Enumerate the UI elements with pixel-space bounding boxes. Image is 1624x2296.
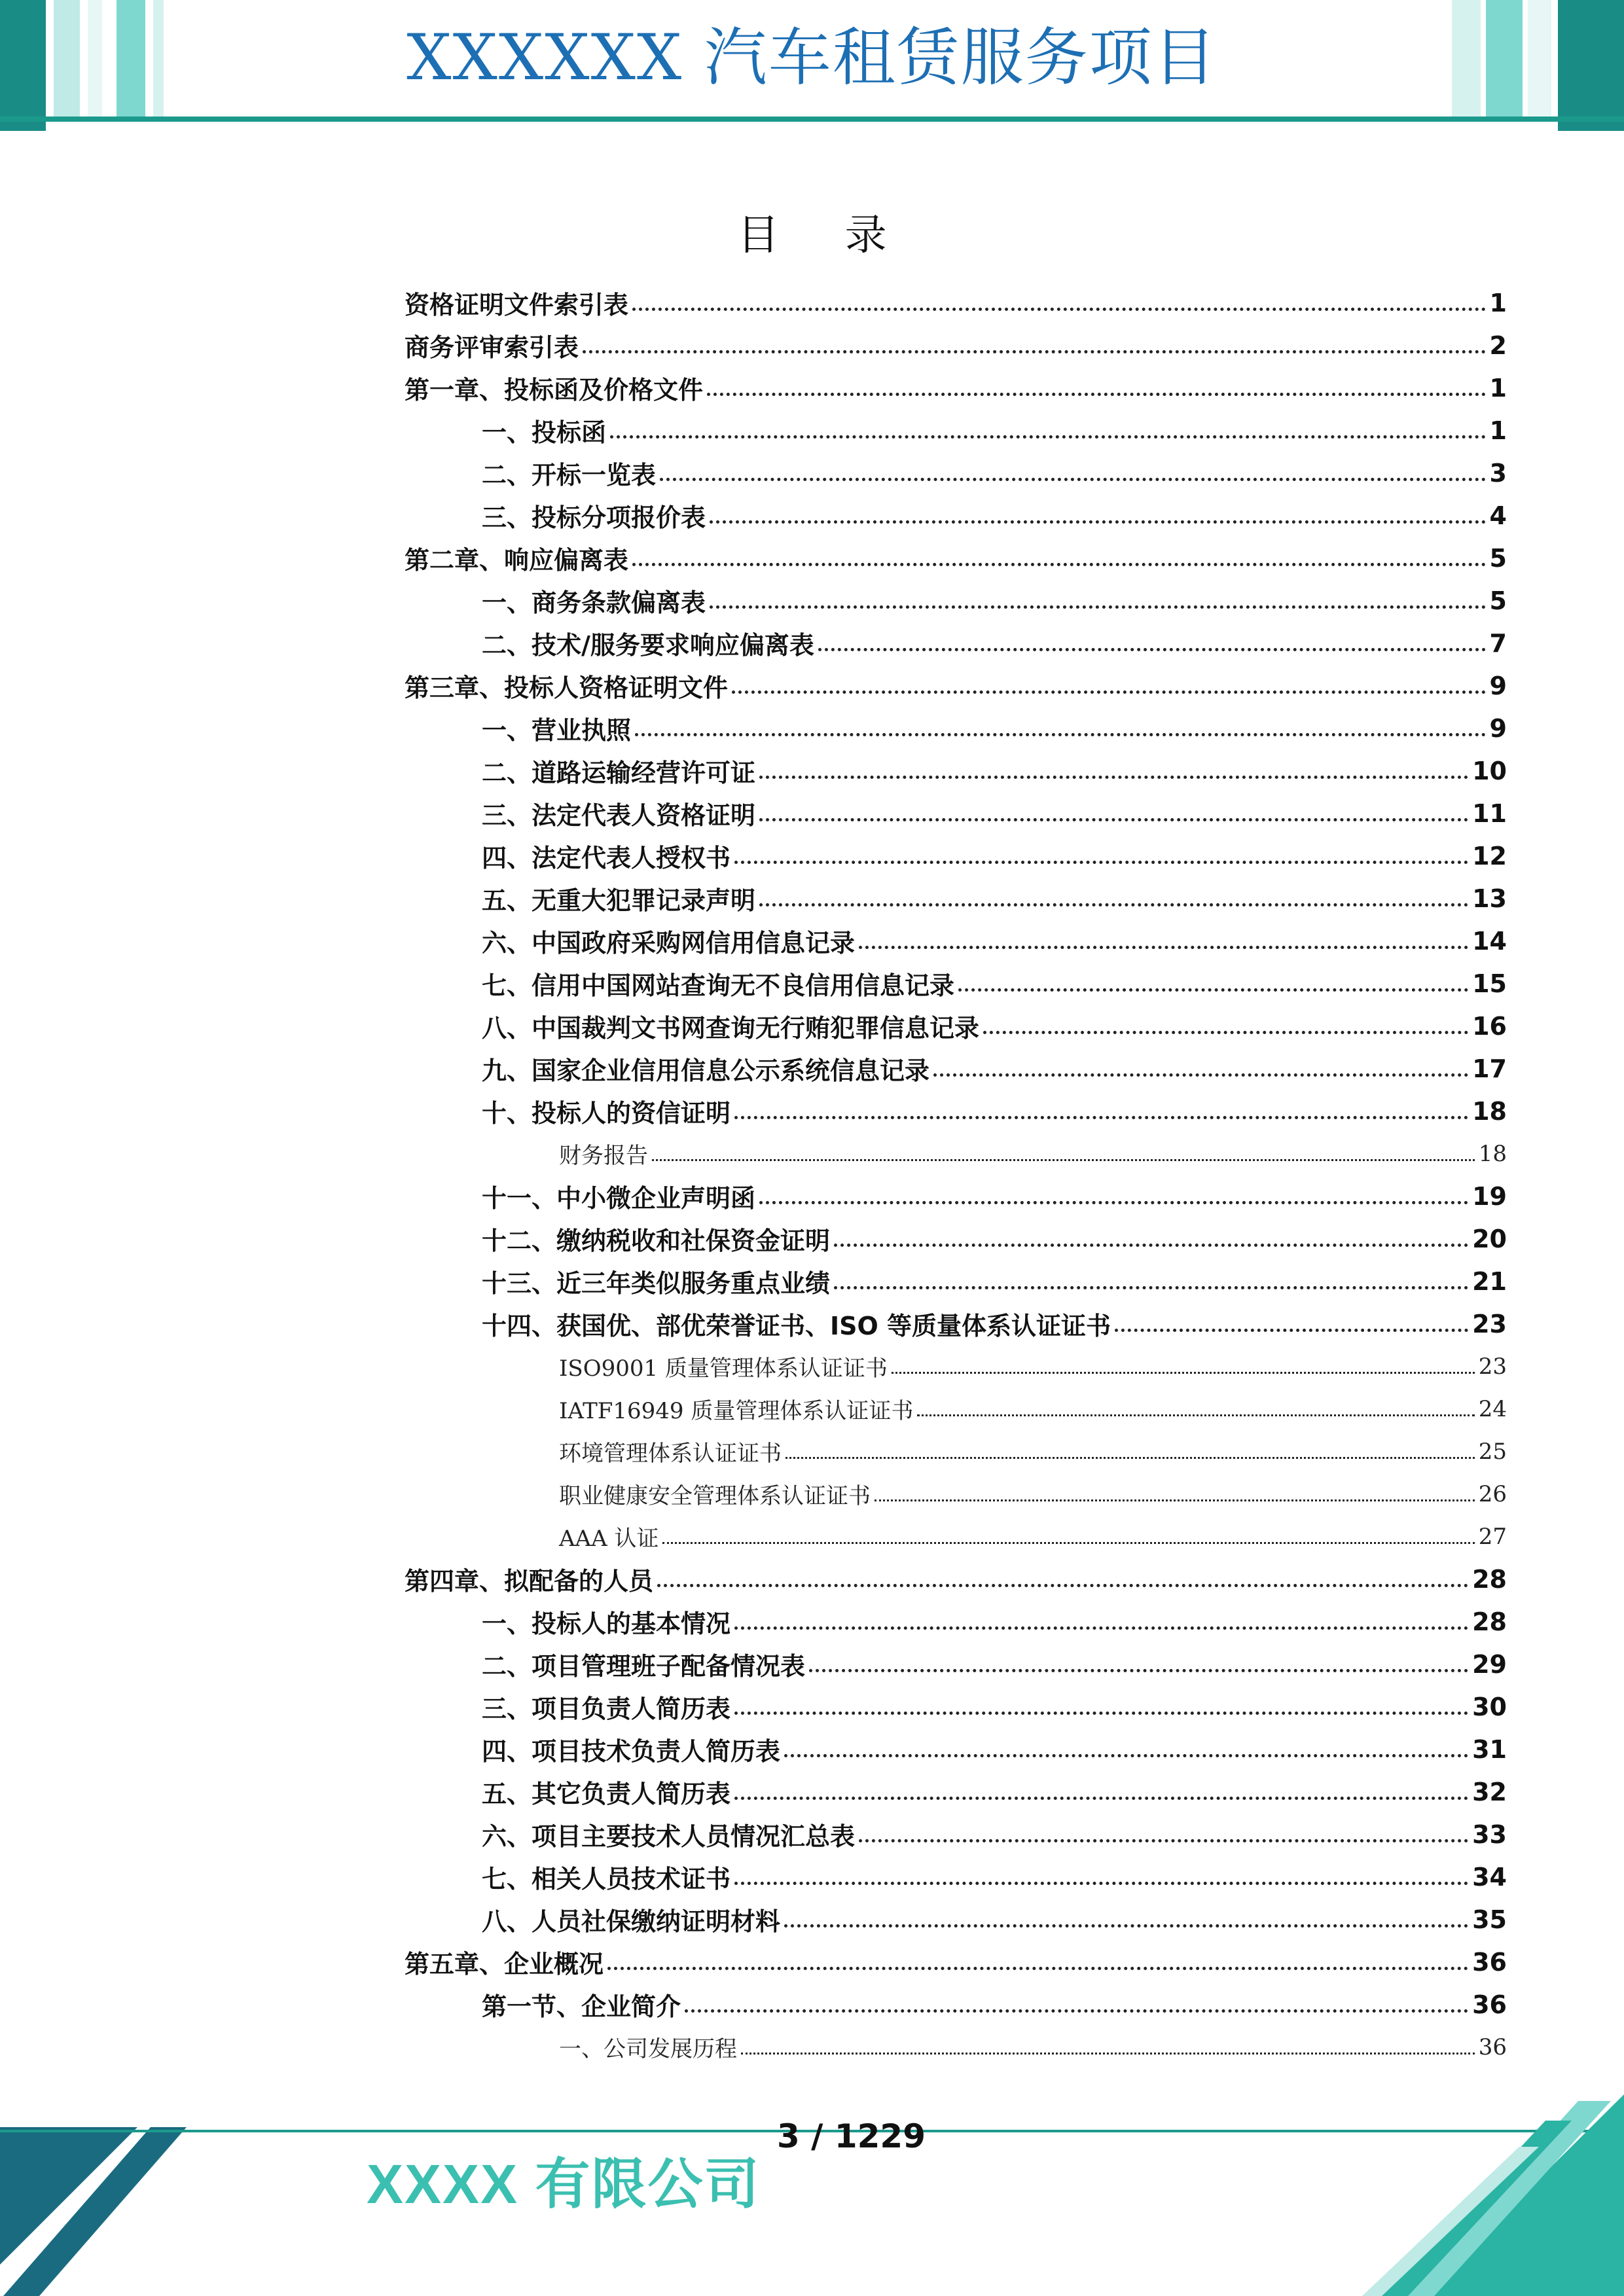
toc-entry[interactable] bbox=[405, 1728, 1507, 1770]
toc-leader bbox=[734, 861, 1468, 864]
toc-entry-text: 第二章、响应偏离表 bbox=[405, 546, 629, 575]
toc-entry[interactable] bbox=[405, 494, 1507, 537]
toc-entry-page: 26 bbox=[1478, 1480, 1507, 1507]
toc-entry-page: 29 bbox=[1472, 1649, 1507, 1679]
toc-entry-text: 十一、中小微企业声明函 bbox=[482, 1184, 756, 1213]
toc-entry-text: 商务评审索引表 bbox=[405, 333, 579, 362]
toc-entry[interactable] bbox=[405, 622, 1507, 664]
page-footer bbox=[0, 2081, 1624, 2296]
toc-entry-text: 职业健康安全管理体系认证证书 bbox=[559, 1483, 871, 1509]
toc-entry[interactable] bbox=[405, 367, 1507, 409]
toc-entry-text: 一、公司发展历程 bbox=[559, 2036, 737, 2062]
toc-leader bbox=[834, 1244, 1468, 1247]
header-divider bbox=[0, 117, 1624, 122]
toc-entry[interactable] bbox=[405, 1260, 1507, 1302]
toc-entry[interactable] bbox=[405, 1217, 1507, 1260]
toc-entry-page: 36 bbox=[1472, 1947, 1507, 1977]
toc-entry-text: 八、人员社保缴纳证明材料 bbox=[482, 1907, 781, 1936]
toc-leader bbox=[983, 1031, 1468, 1034]
toc-entry-page: 36 bbox=[1478, 2034, 1507, 2060]
toc-entry[interactable] bbox=[405, 409, 1507, 452]
toc-entry-page: 12 bbox=[1472, 841, 1507, 870]
toc-entry[interactable] bbox=[405, 1643, 1507, 1685]
company-name: XXXX 有限公司 bbox=[367, 2153, 761, 2215]
toc-leader bbox=[734, 1882, 1468, 1885]
toc-entry-page: 35 bbox=[1472, 1905, 1507, 1934]
toc-entry[interactable] bbox=[405, 281, 1507, 324]
toc-leader bbox=[759, 1201, 1468, 1204]
toc-entry-page: 31 bbox=[1472, 1734, 1507, 1764]
toc-entry[interactable] bbox=[405, 1090, 1507, 1132]
toc-entry[interactable] bbox=[405, 1770, 1507, 1813]
toc-entry-page: 14 bbox=[1472, 926, 1507, 956]
toc-leader bbox=[635, 733, 1486, 736]
toc-entry-text: 资格证明文件索引表 bbox=[405, 291, 629, 319]
toc-entry-page: 1 bbox=[1489, 288, 1507, 317]
toc-leader bbox=[834, 1286, 1468, 1289]
toc-entry-text: 二、技术/服务要求响应偏离表 bbox=[482, 631, 814, 660]
toc-leader bbox=[734, 1797, 1468, 1800]
toc-entry-text: 十、投标人的资信证明 bbox=[482, 1099, 731, 1128]
header-bar-right-4 bbox=[1558, 0, 1624, 131]
toc-entry-page: 2 bbox=[1489, 331, 1507, 360]
toc-entry[interactable] bbox=[405, 1473, 1507, 1515]
toc-entry-page: 19 bbox=[1472, 1181, 1507, 1211]
toc-leader bbox=[933, 1073, 1468, 1077]
toc-leader bbox=[732, 691, 1486, 694]
toc-entry-text: 十三、近三年类似服务重点业绩 bbox=[482, 1269, 831, 1298]
table-of-contents bbox=[405, 281, 1507, 2068]
toc-leader bbox=[759, 903, 1468, 906]
toc-entry-page: 16 bbox=[1472, 1011, 1507, 1041]
toc-entry[interactable] bbox=[405, 579, 1507, 622]
toc-entry-text: 五、其它负责人简历表 bbox=[482, 1780, 731, 1808]
toc-entry-text: 三、投标分项报价表 bbox=[482, 503, 706, 532]
toc-entry-page: 28 bbox=[1472, 1607, 1507, 1636]
toc-leader bbox=[892, 1372, 1475, 1374]
toc-leader bbox=[610, 435, 1486, 439]
toc-leader bbox=[632, 563, 1486, 566]
toc-entry[interactable] bbox=[405, 537, 1507, 579]
toc-entry-text: ISO9001 质量管理体系认证证书 bbox=[559, 1355, 888, 1382]
toc-leader bbox=[859, 1839, 1468, 1842]
toc-entry-page: 25 bbox=[1478, 1438, 1507, 1465]
toc-entry-text: 七、信用中国网站查询无不良信用信息记录 bbox=[482, 971, 955, 1000]
toc-leader bbox=[734, 1626, 1468, 1630]
toc-entry-text: 一、商务条款偏离表 bbox=[482, 588, 706, 617]
toc-entry[interactable] bbox=[405, 920, 1507, 962]
toc-entry-page: 36 bbox=[1472, 1990, 1507, 2019]
toc-entry[interactable] bbox=[405, 664, 1507, 707]
header-title: XXXXXX 汽车租赁服务项目 bbox=[406, 21, 1218, 94]
toc-entry[interactable] bbox=[405, 1813, 1507, 1856]
toc-entry-page: 21 bbox=[1472, 1266, 1507, 1296]
toc-leader bbox=[607, 1967, 1468, 1970]
toc-entry[interactable] bbox=[405, 1600, 1507, 1643]
toc-entry-text: 四、项目技术负责人简历表 bbox=[482, 1737, 781, 1766]
toc-entry[interactable] bbox=[405, 749, 1507, 792]
toc-leader bbox=[785, 1457, 1475, 1459]
toc-entry[interactable] bbox=[405, 1005, 1507, 1047]
header-bar-right-3 bbox=[1528, 0, 1551, 117]
toc-entry[interactable] bbox=[405, 324, 1507, 367]
toc-entry-page: 17 bbox=[1472, 1054, 1507, 1083]
toc-leader bbox=[583, 350, 1486, 353]
toc-leader bbox=[685, 2009, 1468, 2013]
toc-leader bbox=[734, 1712, 1468, 1715]
toc-entry-text: 第一节、企业简介 bbox=[482, 1992, 681, 2021]
toc-entry-page: 5 bbox=[1489, 543, 1507, 573]
footer-right-stripes bbox=[1362, 2081, 1624, 2296]
toc-entry-text: 七、相关人员技术证书 bbox=[482, 1865, 731, 1893]
toc-leader bbox=[784, 1754, 1468, 1757]
toc-leader bbox=[707, 393, 1486, 396]
toc-leader bbox=[958, 988, 1468, 992]
toc-leader bbox=[818, 648, 1486, 651]
toc-leader bbox=[710, 605, 1486, 609]
toc-entry-page: 32 bbox=[1472, 1777, 1507, 1806]
toc-entry[interactable] bbox=[405, 1558, 1507, 1600]
toc-entry-page: 24 bbox=[1478, 1395, 1507, 1422]
toc-leader bbox=[759, 776, 1468, 779]
toc-entry-page: 9 bbox=[1489, 713, 1507, 743]
toc-entry-page: 18 bbox=[1472, 1096, 1507, 1126]
toc-entry[interactable] bbox=[405, 877, 1507, 920]
toc-entry[interactable] bbox=[405, 1515, 1507, 1558]
toc-leader bbox=[734, 1116, 1468, 1119]
toc-entry[interactable] bbox=[405, 834, 1507, 877]
toc-entry-text: 环境管理体系认证证书 bbox=[559, 1441, 782, 1467]
toc-entry-page: 1 bbox=[1489, 416, 1507, 445]
toc-entry-page: 34 bbox=[1472, 1862, 1507, 1892]
toc-entry-text: 六、项目主要技术人员情况汇总表 bbox=[482, 1822, 856, 1851]
toc-entry-text: 五、无重大犯罪记录声明 bbox=[482, 886, 756, 915]
toc-leader bbox=[784, 1924, 1468, 1928]
toc-entry[interactable] bbox=[405, 1941, 1507, 1983]
toc-entry-text: 一、营业执照 bbox=[482, 716, 632, 745]
toc-leader bbox=[741, 2053, 1475, 2054]
toc-entry-text: 三、法定代表人资格证明 bbox=[482, 801, 756, 830]
header-bar-right-1 bbox=[1452, 0, 1481, 117]
toc-entry-text: 一、投标函 bbox=[482, 418, 607, 447]
toc-leader bbox=[1115, 1329, 1468, 1332]
toc-leader bbox=[710, 520, 1486, 524]
toc-entry-text: 四、法定代表人授权书 bbox=[482, 844, 731, 872]
toc-entry[interactable] bbox=[405, 1898, 1507, 1941]
toc-entry-page: 33 bbox=[1472, 1820, 1507, 1849]
toc-entry-page: 27 bbox=[1478, 1523, 1507, 1550]
toc-entry-text: 二、开标一览表 bbox=[482, 461, 657, 490]
toc-entry[interactable] bbox=[405, 1983, 1507, 2026]
toc-entry[interactable] bbox=[405, 1685, 1507, 1728]
page-number: 3 / 1229 bbox=[776, 2117, 926, 2155]
toc-leader bbox=[660, 478, 1486, 481]
toc-entry-page: 9 bbox=[1489, 671, 1507, 700]
toc-leader bbox=[759, 818, 1468, 821]
toc-entry-text: 二、项目管理班子配备情况表 bbox=[482, 1652, 806, 1681]
toc-entry-text: 八、中国裁判文书网查询无行贿犯罪信息记录 bbox=[482, 1014, 980, 1043]
toc-entry-text: 一、投标人的基本情况 bbox=[482, 1609, 731, 1638]
toc-leader bbox=[652, 1159, 1475, 1161]
toc-entry-page: 23 bbox=[1478, 1353, 1507, 1380]
toc-entry-text: 十四、获国优、部优荣誉证书、ISO 等质量体系认证证书 bbox=[482, 1312, 1111, 1340]
page-header bbox=[0, 0, 1624, 131]
toc-entry[interactable] bbox=[405, 792, 1507, 834]
toc-leader bbox=[875, 1499, 1475, 1501]
toc-entry-text: IATF16949 质量管理体系认证证书 bbox=[559, 1398, 914, 1424]
toc-entry[interactable] bbox=[405, 707, 1507, 749]
toc-entry-page: 10 bbox=[1472, 756, 1507, 785]
toc-entry-page: 3 bbox=[1489, 458, 1507, 488]
toc-leader bbox=[657, 1584, 1468, 1587]
toc-entry-page: 13 bbox=[1472, 884, 1507, 913]
toc-entry-text: 二、道路运输经营许可证 bbox=[482, 759, 756, 787]
toc-entry-page: 11 bbox=[1472, 798, 1507, 828]
toc-entry-text: 六、中国政府采购网信用信息记录 bbox=[482, 929, 856, 958]
toc-entry-text: 第一章、投标函及价格文件 bbox=[405, 376, 704, 404]
toc-entry-page: 7 bbox=[1489, 628, 1507, 658]
toc-entry[interactable] bbox=[405, 962, 1507, 1005]
toc-entry-page: 28 bbox=[1472, 1564, 1507, 1594]
toc-entry-text: 十二、缴纳税收和社保资金证明 bbox=[482, 1227, 831, 1255]
toc-leader bbox=[662, 1542, 1474, 1544]
toc-entry[interactable] bbox=[405, 1175, 1507, 1217]
toc-entry-page: 5 bbox=[1489, 586, 1507, 615]
toc-entry[interactable] bbox=[405, 1345, 1507, 1388]
toc-leader bbox=[917, 1414, 1474, 1416]
toc-leader bbox=[859, 946, 1468, 949]
toc-entry[interactable] bbox=[405, 2026, 1507, 2068]
toc-entry[interactable] bbox=[405, 1047, 1507, 1090]
toc-entry[interactable] bbox=[405, 452, 1507, 494]
toc-entry-page: 15 bbox=[1472, 969, 1507, 998]
toc-entry-page: 4 bbox=[1489, 501, 1507, 530]
toc-entry-text: 财务报告 bbox=[559, 1143, 648, 1169]
toc-entry[interactable] bbox=[405, 1430, 1507, 1473]
toc-leader bbox=[809, 1669, 1468, 1672]
toc-entry-page: 1 bbox=[1489, 373, 1507, 403]
toc-entry-text: 第三章、投标人资格证明文件 bbox=[405, 673, 729, 702]
toc-entry-page: 23 bbox=[1472, 1309, 1507, 1338]
toc-entry-page: 20 bbox=[1472, 1224, 1507, 1253]
header-bar-right-2 bbox=[1486, 0, 1523, 117]
toc-entry-text: AAA 认证 bbox=[559, 1526, 659, 1552]
toc-entry[interactable] bbox=[405, 1302, 1507, 1345]
toc-entry[interactable] bbox=[405, 1856, 1507, 1898]
toc-title: 目 录 bbox=[737, 211, 913, 260]
toc-entry-text: 第五章、企业概况 bbox=[405, 1950, 604, 1979]
toc-leader bbox=[632, 308, 1486, 311]
toc-entry-text: 三、项目负责人简历表 bbox=[482, 1695, 731, 1723]
toc-entry-text: 九、国家企业信用信息公示系统信息记录 bbox=[482, 1056, 930, 1085]
toc-entry[interactable] bbox=[405, 1388, 1507, 1430]
toc-entry[interactable] bbox=[405, 1132, 1507, 1175]
toc-entry-page: 18 bbox=[1478, 1140, 1507, 1167]
toc-entry-text: 第四章、拟配备的人员 bbox=[405, 1567, 654, 1596]
toc-entry-page: 30 bbox=[1472, 1692, 1507, 1721]
